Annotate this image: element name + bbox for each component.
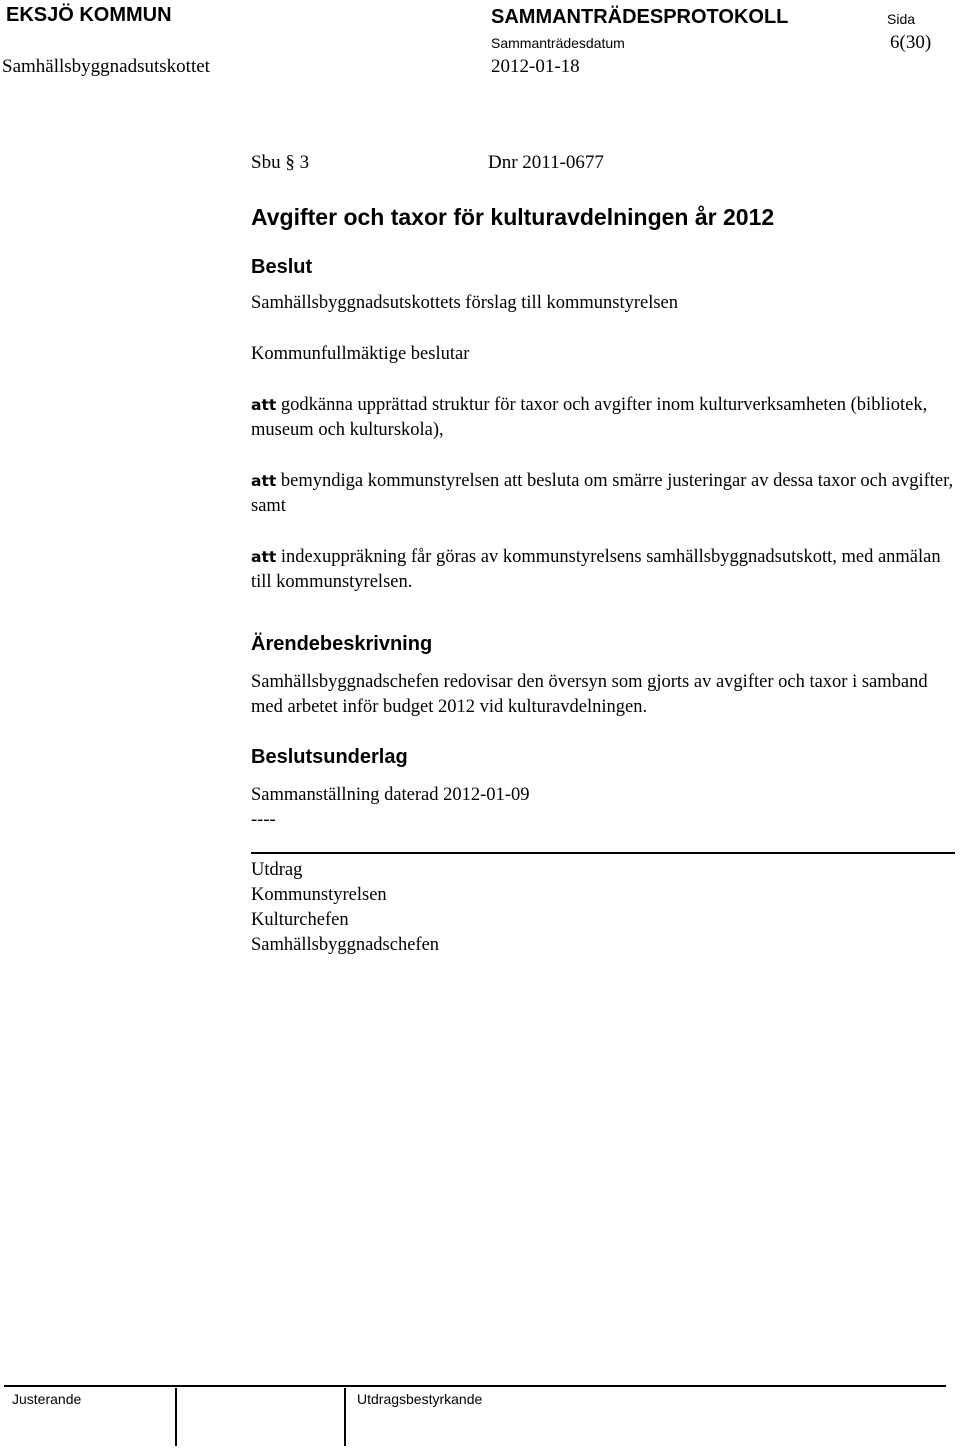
arendebeskrivning-text: Samhällsbyggnadschefen redovisar den översyn som gjorts av avgifter och taxor i samband med arbetet inför budget 2012 vid kulturavdelningen. — [251, 672, 928, 717]
distribution-divider — [251, 852, 955, 854]
att-prefix: att — [251, 548, 277, 566]
proposal-line: Samhällsbyggnadsutskottets förslag till kommunstyrelsen — [251, 293, 679, 313]
distribution-heading: Utdrag — [251, 860, 303, 880]
separator-dashes: ---- — [251, 810, 276, 830]
att-prefix: att — [251, 396, 277, 414]
decision-item-3 — [251, 545, 957, 595]
signature-box-divider — [344, 1388, 346, 1446]
page-number: 6(30) — [890, 32, 932, 53]
meeting-date: 2012-01-18 — [491, 56, 580, 77]
page-label: Sida — [887, 11, 916, 27]
org-name: EKSJÖ KOMMUN — [6, 4, 172, 26]
beslutsunderlag-heading: Beslutsunderlag — [251, 746, 408, 768]
arendebeskrivning-heading: Ärendebeskrivning — [251, 633, 433, 655]
att-prefix: att — [251, 472, 277, 490]
decision-item-text: bemyndiga kommunstyrelsen att besluta om smärre justeringar av dessa taxor och avgifter, samt — [251, 471, 954, 516]
decision-item-text: indexuppräkning får göras av kommunstyrelsens samhällsbyggnadsutskott, med anmälan till kommunstyrelsen. — [251, 547, 941, 592]
page-title: Avgifter och taxor för kulturavdelningen år 2012 — [251, 204, 775, 230]
utdragsbestyrkande-label: Utdragsbestyrkande — [357, 1391, 483, 1407]
decision-item-1 — [251, 393, 957, 443]
date-label: Sammanträdesdatum — [491, 35, 625, 51]
beslut-heading: Beslut — [251, 256, 313, 278]
justerande-label: Justerande — [12, 1391, 82, 1407]
case-dnr: Dnr 2011-0677 — [488, 152, 604, 173]
doc-type: SAMMANTRÄDESPROTOKOLL — [491, 6, 789, 28]
footer-line — [4, 1385, 946, 1387]
decision-item-text: godkänna upprättad struktur för taxor och avgifter inom kulturverksamheten (bibliotek, museum och kulturskola), — [251, 395, 928, 440]
recipient: Samhällsbyggnadschefen — [251, 935, 440, 955]
decision-item-2 — [251, 469, 957, 519]
beslutsunderlag-text: Sammanställning daterad 2012-01-09 — [251, 785, 530, 805]
case-id: Sbu § 3 — [251, 152, 310, 173]
committee-name: Samhällsbyggnadsutskottet — [2, 56, 210, 77]
recipient: Kommunstyrelsen — [251, 885, 387, 905]
signature-box-divider — [175, 1388, 177, 1446]
recipient: Kulturchefen — [251, 910, 349, 930]
decides-line: Kommunfullmäktige beslutar — [251, 344, 470, 364]
